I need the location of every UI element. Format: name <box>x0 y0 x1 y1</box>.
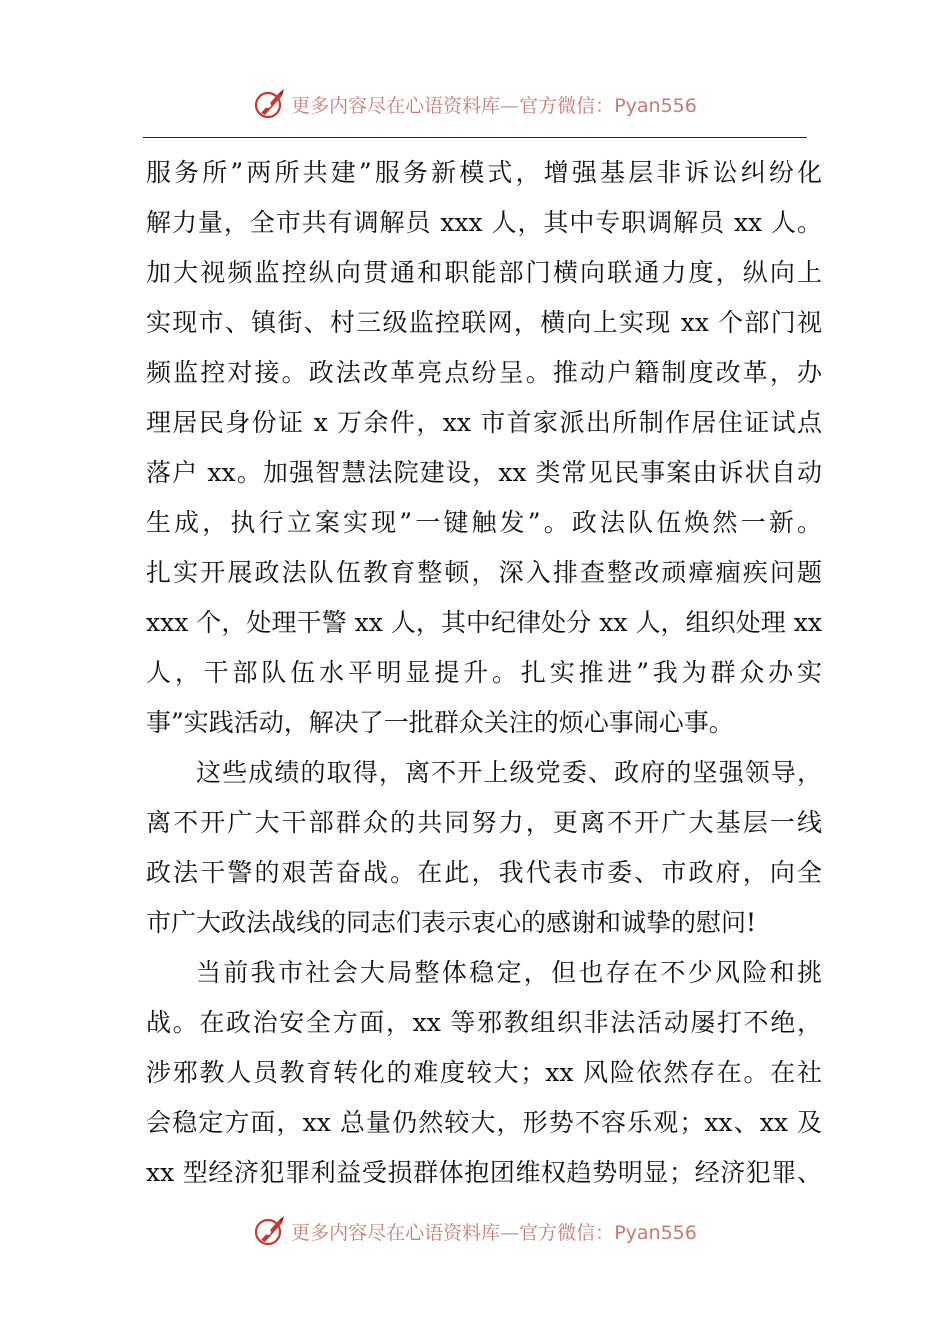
text-line: 人，干部队伍水平明显提升。扎实推进”我为群众办实 <box>146 658 822 687</box>
banner-text: 更多内容尽在心语资料库—官方微信：Pyan556 <box>291 94 697 117</box>
quill-logo-icon <box>253 87 287 121</box>
paragraph-start-line: 这些成绩的取得，离不开上级党委、政府的坚强领导， <box>196 758 822 787</box>
text-line: 落户 xx。加强智慧法院建设，xx 类常见民事案由诉状自动 <box>146 458 822 487</box>
text-line: 离不开广大干部群众的共同努力，更离不开广大基层一线 <box>146 808 822 837</box>
header-divider <box>143 137 807 138</box>
text-line: 实现市、镇街、村三级监控联网，横向上实现 xx 个部门视 <box>146 308 822 337</box>
text-line: 会稳定方面，xx 总量仍然较大，形势不容乐观；xx、xx 及 <box>146 1108 822 1137</box>
text-line: xx 型经济犯罪利益受损群体抱团维权趋势明显；经济犯罪、 <box>146 1158 822 1187</box>
header-banner <box>0 84 950 124</box>
text-line: 生成，执行立案实现”一键触发”。政法队伍焕然一新。 <box>146 508 822 537</box>
text-line: xxx 个，处理干警 xx 人，其中纪律处分 xx 人，组织处理 xx <box>146 608 822 637</box>
text-line: 解力量，全市共有调解员 xxx 人，其中专职调解员 xx 人。 <box>146 208 822 237</box>
text-line: 事”实践活动，解决了一批群众关注的烦心事闹心事。 <box>146 708 734 737</box>
document-body <box>146 148 822 1198</box>
footer-banner <box>0 1211 950 1251</box>
text-line: 政法干警的艰苦奋战。在此，我代表市委、市政府，向全 <box>146 858 822 887</box>
paragraph-start-line: 当前我市社会大局整体稳定，但也存在不少风险和挑 <box>196 958 822 987</box>
text-line: 战。在政治安全方面，xx 等邪教组织非法活动屡打不绝， <box>146 1008 822 1037</box>
text-line: 市广大政法战线的同志们表示衷心的感谢和诚挚的慰问! <box>146 908 757 937</box>
text-line: 理居民身份证 x 万余件，xx 市首家派出所制作居住证试点 <box>146 408 822 437</box>
banner-text: 更多内容尽在心语资料库—官方微信：Pyan556 <box>291 1221 697 1244</box>
text-line: 涉邪教人员教育转化的难度较大；xx 风险依然存在。在社 <box>146 1058 822 1087</box>
text-line: 服务所”两所共建”服务新模式，增强基层非诉讼纠纷化 <box>146 158 822 187</box>
text-line: 频监控对接。政法改革亮点纷呈。推动户籍制度改革，办 <box>146 358 822 387</box>
text-line: 加大视频监控纵向贯通和职能部门横向联通力度，纵向上 <box>146 258 822 287</box>
text-line: 扎实开展政法队伍教育整顿，深入排查整改顽瘴痼疾问题 <box>146 558 822 587</box>
quill-logo-icon <box>253 1214 287 1248</box>
